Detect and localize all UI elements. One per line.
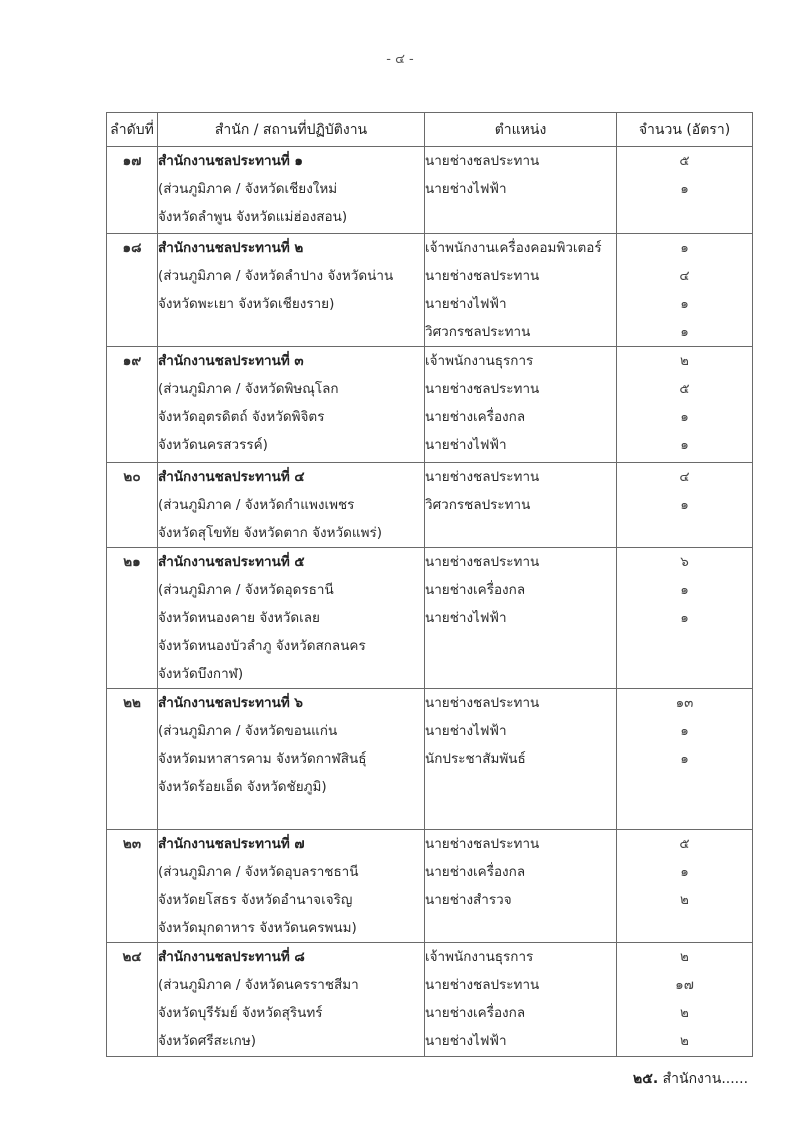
position-title: นายช่างชลประทาน	[425, 381, 540, 397]
position-count: ๕	[679, 381, 690, 397]
sequence-number: ๒๔	[122, 949, 142, 965]
table-row	[107, 689, 753, 830]
table-row	[107, 347, 753, 463]
continuation-footer	[633, 1068, 748, 1090]
sequence-number: ๑๙	[122, 353, 142, 369]
position-count: ๑	[680, 723, 689, 739]
row-counts	[617, 147, 753, 234]
sequence-number: ๒๒	[123, 695, 141, 711]
row-office	[158, 548, 425, 689]
position-count: ๑	[680, 437, 689, 453]
row-sequence	[107, 147, 158, 234]
position-title: นักประชาสัมพันธ์	[425, 751, 526, 767]
row-counts	[617, 943, 753, 1057]
position-title: นายช่างชลประทาน	[425, 268, 540, 284]
position-count: ๑	[680, 497, 689, 513]
footer-next-number: ๒๕.	[633, 1071, 659, 1087]
header-count: จำนวน (อัตรา)	[617, 113, 753, 147]
office-region-line: จังหวัดอุตรดิตถ์ จังหวัดพิจิตร	[158, 409, 325, 425]
position-count: ๒	[680, 892, 689, 908]
position-title: เจ้าพนักงานเครื่องคอมพิวเตอร์	[425, 240, 602, 256]
position-count: ๑๗	[675, 977, 694, 993]
office-region-line: จังหวัดลำพูน จังหวัดแม่ฮ่องสอน)	[158, 209, 348, 225]
position-count: ๑	[680, 582, 689, 598]
office-region-line: (ส่วนภูมิภาค / จังหวัดลำปาง จังหวัดน่าน	[158, 268, 394, 284]
table-row	[107, 463, 753, 548]
office-title: สำนักงานชลประทานที่ ๓	[158, 353, 304, 369]
position-title: เจ้าพนักงานธุรการ	[425, 949, 534, 965]
position-title: นายช่างเครื่องกล	[425, 864, 526, 880]
row-office	[158, 463, 425, 548]
row-counts	[617, 463, 753, 548]
header-sequence: ลำดับที่	[107, 113, 158, 147]
office-region-line: จังหวัดมุกดาหาร จังหวัดนครพนม)	[158, 920, 357, 936]
position-title: นายช่างไฟฟ้า	[425, 610, 507, 626]
position-count: ๑	[680, 610, 689, 626]
office-title: สำนักงานชลประทานที่ ๔	[158, 469, 305, 485]
row-positions	[425, 943, 617, 1057]
position-title: นายช่างเครื่องกล	[425, 1005, 526, 1021]
row-sequence	[107, 234, 158, 347]
row-positions	[425, 347, 617, 463]
row-sequence	[107, 943, 158, 1057]
office-title: สำนักงานชลประทานที่ ๒	[158, 240, 304, 256]
sequence-number: ๑๘	[122, 240, 142, 256]
office-region-line: (ส่วนภูมิภาค / จังหวัดนครราชสีมา	[158, 977, 359, 993]
position-title: นายช่างไฟฟ้า	[425, 723, 507, 739]
position-title: วิศวกรชลประทาน	[425, 497, 531, 513]
office-region-line: จังหวัดบึงกาฬ)	[158, 666, 244, 682]
row-office	[158, 830, 425, 943]
row-sequence	[107, 463, 158, 548]
office-region-line: จังหวัดหนองบัวลำภู จังหวัดสกลนคร	[158, 638, 366, 654]
office-region-line: จังหวัดนครสวรรค์)	[158, 437, 268, 453]
table-row	[107, 147, 753, 234]
office-region-line: จังหวัดร้อยเอ็ด จังหวัดชัยภูมิ)	[158, 779, 327, 795]
row-office	[158, 943, 425, 1057]
position-title: นายช่างชลประทาน	[425, 469, 540, 485]
office-region-line: (ส่วนภูมิภาค / จังหวัดอุดรธานี	[158, 582, 334, 598]
office-region-line: จังหวัดสุโขทัย จังหวัดตาก จังหวัดแพร่)	[158, 525, 382, 541]
row-counts	[617, 689, 753, 830]
position-title: นายช่างไฟฟ้า	[425, 296, 507, 312]
office-region-line: จังหวัดศรีสะเกษ)	[158, 1033, 257, 1049]
position-title: นายช่างชลประทาน	[425, 695, 540, 711]
position-count: ๑	[680, 181, 689, 197]
office-region-line: จังหวัดยโสธร จังหวัดอำนาจเจริญ	[158, 892, 353, 908]
position-count: ๒	[680, 1033, 689, 1049]
page-number: - ๔ -	[386, 52, 414, 67]
office-region-line: (ส่วนภูมิภาค / จังหวัดพิษณุโลก	[158, 381, 339, 397]
table-row	[107, 830, 753, 943]
header-office: สำนัก / สถานที่ปฏิบัติงาน	[158, 113, 425, 147]
office-title: สำนักงานชลประทานที่ ๗	[158, 836, 305, 852]
position-count: ๑	[680, 864, 689, 880]
office-region-line: (ส่วนภูมิภาค / จังหวัดกำแพงเพชร	[158, 497, 355, 513]
position-title: นายช่างชลประทาน	[425, 153, 540, 169]
sequence-number: ๑๗	[122, 153, 142, 169]
position-title: นายช่างเครื่องกล	[425, 409, 526, 425]
row-sequence	[107, 548, 158, 689]
position-title: นายช่างไฟฟ้า	[425, 437, 507, 453]
office-region-line: จังหวัดหนองคาย จังหวัดเลย	[158, 610, 320, 626]
sequence-number: ๒๐	[123, 469, 141, 485]
row-counts	[617, 548, 753, 689]
position-count: ๑	[680, 324, 689, 340]
office-title: สำนักงานชลประทานที่ ๑	[158, 153, 304, 169]
row-positions	[425, 147, 617, 234]
office-region-line: จังหวัดพะเยา จังหวัดเชียงราย)	[158, 296, 335, 312]
header-position: ตำแหน่ง	[425, 113, 617, 147]
position-title: นายช่างชลประทาน	[425, 836, 540, 852]
row-office	[158, 689, 425, 830]
row-sequence	[107, 830, 158, 943]
position-title: นายช่างสำรวจ	[425, 892, 512, 908]
table-header-row	[107, 113, 753, 147]
row-counts	[617, 234, 753, 347]
row-positions	[425, 830, 617, 943]
position-count: ๕	[679, 836, 690, 852]
office-title: สำนักงานชลประทานที่ ๖	[158, 695, 304, 711]
position-count: ๑	[680, 751, 689, 767]
sequence-number: ๒๑	[123, 554, 141, 570]
office-title: สำนักงานชลประทานที่ ๕	[158, 554, 305, 570]
position-count: ๑	[680, 409, 689, 425]
office-region-line: จังหวัดบุรีรัมย์ จังหวัดสุรินทร์	[158, 1005, 323, 1021]
position-title: นายช่างชลประทาน	[425, 977, 540, 993]
position-title: เจ้าพนักงานธุรการ	[425, 353, 534, 369]
office-title: สำนักงานชลประทานที่ ๘	[158, 949, 305, 965]
position-count: ๑๓	[675, 695, 694, 711]
footer-next-text: สำนักงาน......	[658, 1071, 749, 1087]
position-count: ๑	[680, 240, 689, 256]
position-title: นายช่างเครื่องกล	[425, 582, 526, 598]
row-positions	[425, 234, 617, 347]
row-sequence	[107, 347, 158, 463]
row-counts	[617, 830, 753, 943]
row-office	[158, 347, 425, 463]
position-count: ๒	[680, 1005, 689, 1021]
position-title: วิศวกรชลประทาน	[425, 324, 531, 340]
row-sequence	[107, 689, 158, 830]
position-count: ๒	[680, 353, 689, 369]
office-region-line: (ส่วนภูมิภาค / จังหวัดขอนแก่น	[158, 723, 338, 739]
position-count: ๔	[679, 469, 690, 485]
row-counts	[617, 347, 753, 463]
position-count: ๖	[680, 554, 689, 570]
table-row	[107, 548, 753, 689]
position-count: ๑	[680, 296, 689, 312]
position-title: นายช่างไฟฟ้า	[425, 181, 507, 197]
office-region-line: (ส่วนภูมิภาค / จังหวัดอุบลราชธานี	[158, 864, 359, 880]
table-row	[107, 234, 753, 347]
position-count: ๔	[679, 268, 690, 284]
table-row	[107, 943, 753, 1057]
row-positions	[425, 463, 617, 548]
row-office	[158, 147, 425, 234]
office-region-line: จังหวัดมหาสารคาม จังหวัดกาฬสินธุ์	[158, 751, 367, 767]
row-positions	[425, 689, 617, 830]
office-region-line: (ส่วนภูมิภาค / จังหวัดเชียงใหม่	[158, 181, 338, 197]
position-title: นายช่างไฟฟ้า	[425, 1033, 507, 1049]
position-count: ๕	[679, 153, 690, 169]
position-title: นายช่างชลประทาน	[425, 554, 540, 570]
table-body	[107, 147, 753, 1057]
sequence-number: ๒๓	[122, 836, 142, 852]
position-count: ๒	[680, 949, 689, 965]
row-positions	[425, 548, 617, 689]
position-allocation-table	[106, 112, 753, 1057]
row-office	[158, 234, 425, 347]
